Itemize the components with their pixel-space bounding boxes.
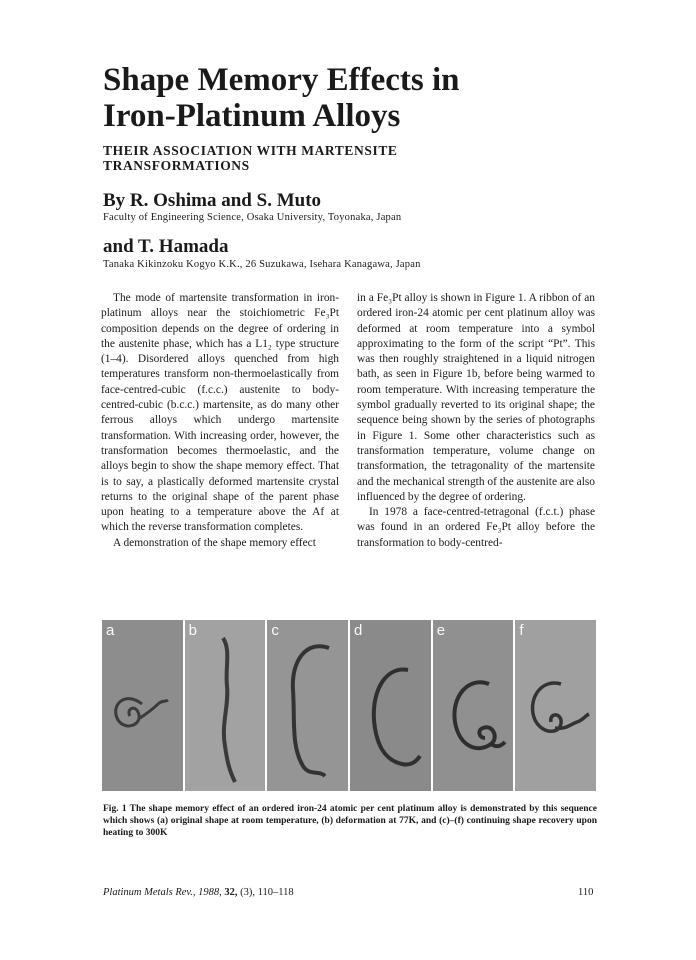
figure-panel-f bbox=[515, 620, 596, 791]
subtitle-line-1: THEIR ASSOCIATION WITH MARTENSITE bbox=[103, 143, 398, 158]
panel-label: a bbox=[106, 622, 115, 639]
panel-label: b bbox=[188, 622, 198, 639]
figure-panel-e bbox=[433, 620, 514, 791]
subtitle-line-2: TRANSFORMATIONS bbox=[103, 158, 250, 173]
panel-label: f bbox=[519, 622, 524, 639]
figure-panel-d bbox=[350, 620, 431, 791]
affiliation-1: Faculty of Engineering Science, Osaka University, Toyonaka, Japan bbox=[103, 212, 402, 223]
panel-label: c bbox=[271, 622, 279, 639]
photo-deformed-77k bbox=[185, 620, 266, 791]
figure-panel-b bbox=[185, 620, 266, 791]
photo-recovery-c bbox=[267, 620, 348, 791]
photo-recovery-f bbox=[515, 620, 596, 791]
author-line-1: By R. Oshima and S. Muto bbox=[103, 190, 322, 211]
footer-year: 1988, bbox=[198, 887, 222, 898]
title-line-1: Shape Memory Effects in bbox=[103, 62, 460, 98]
footer-volume: 32, bbox=[224, 887, 238, 898]
footer-citation bbox=[103, 887, 294, 898]
panel-label: d bbox=[354, 622, 363, 639]
figure-1 bbox=[102, 620, 596, 791]
panel-label: e bbox=[436, 622, 446, 639]
author-line-2: and T. Hamada bbox=[103, 236, 229, 257]
paragraph: The mode of martensite transformation in iron-platinum alloys near the stoichiometric Fe₃Pt composition depends on the degree of ordering in the austenite phase, which has a L1₂ type structure (1–4). Disordered alloys quenched from high temperatures transform non-thermoelastically from face-centred-cubic (f.c.c.) austenite to body-centred-cubic (b.c.c.) martensite, as do many other ferrous alloys which undergo martensite transformation. With increasing order, however, the transformation becomes thermoelastic, and the alloys begin to show the shape memory effect. That is to say, a plastically deformed martensite crystal returns to the original shape of the parent phase upon heating to a temperature above the Af at which the reverse transformation completes. bbox=[101, 292, 339, 534]
article-subtitle bbox=[103, 143, 583, 173]
footer-pages: (3), 110–118 bbox=[240, 887, 294, 898]
figure-panel-a bbox=[102, 620, 183, 791]
article-title bbox=[103, 62, 623, 134]
left-column bbox=[101, 291, 339, 551]
paragraph: A demonstration of the shape memory effect bbox=[113, 536, 316, 549]
footer-journal: Platinum Metals Rev., bbox=[103, 887, 196, 898]
photo-original-shape bbox=[102, 620, 183, 791]
paragraph: in a Fe₃Pt alloy is shown in Figure 1. A ribbon of an ordered iron-24 atomic per cent platinum alloy was deformed at room temperature into a symbol approximating to the form of the script “Pt”. This was then roughly straightened in a liquid nitrogen bath, as seen in Figure 1b, before being warmed to room temperature. With increasing temperature the symbol gradually reverted to its original shape; the sequence being shown by the series of photographs in Figure 1. Some other characteristics such as transformation temperature, volume change on transformation, the tetragonality of the martensite and the mechanical strength of the austenite are also influenced by the degree of ordering. bbox=[357, 292, 595, 503]
page-number: 110 bbox=[578, 887, 594, 898]
affiliation-2: Tanaka Kikinzoku Kogyo K.K., 26 Suzukawa, Isehara Kanagawa, Japan bbox=[103, 259, 421, 270]
photo-recovery-d bbox=[350, 620, 431, 791]
figure-panel-c bbox=[267, 620, 348, 791]
figure-caption: Fig. 1 The shape memory effect of an ordered iron-24 atomic per cent platinum alloy is demonstrated by this sequence which shows (a) original shape at room temperature, (b) deformation at 77K, and (c)–(f) continuing shape recovery upon heating to 300K bbox=[103, 804, 597, 839]
title-line-2: Iron-Platinum Alloys bbox=[103, 98, 401, 134]
photo-recovery-e bbox=[433, 620, 514, 791]
right-column bbox=[357, 291, 595, 551]
paragraph: In 1978 a face-centred-tetragonal (f.c.t.) phase was found in an ordered Fe₃Pt alloy before the transformation to body-centred- bbox=[357, 506, 595, 549]
